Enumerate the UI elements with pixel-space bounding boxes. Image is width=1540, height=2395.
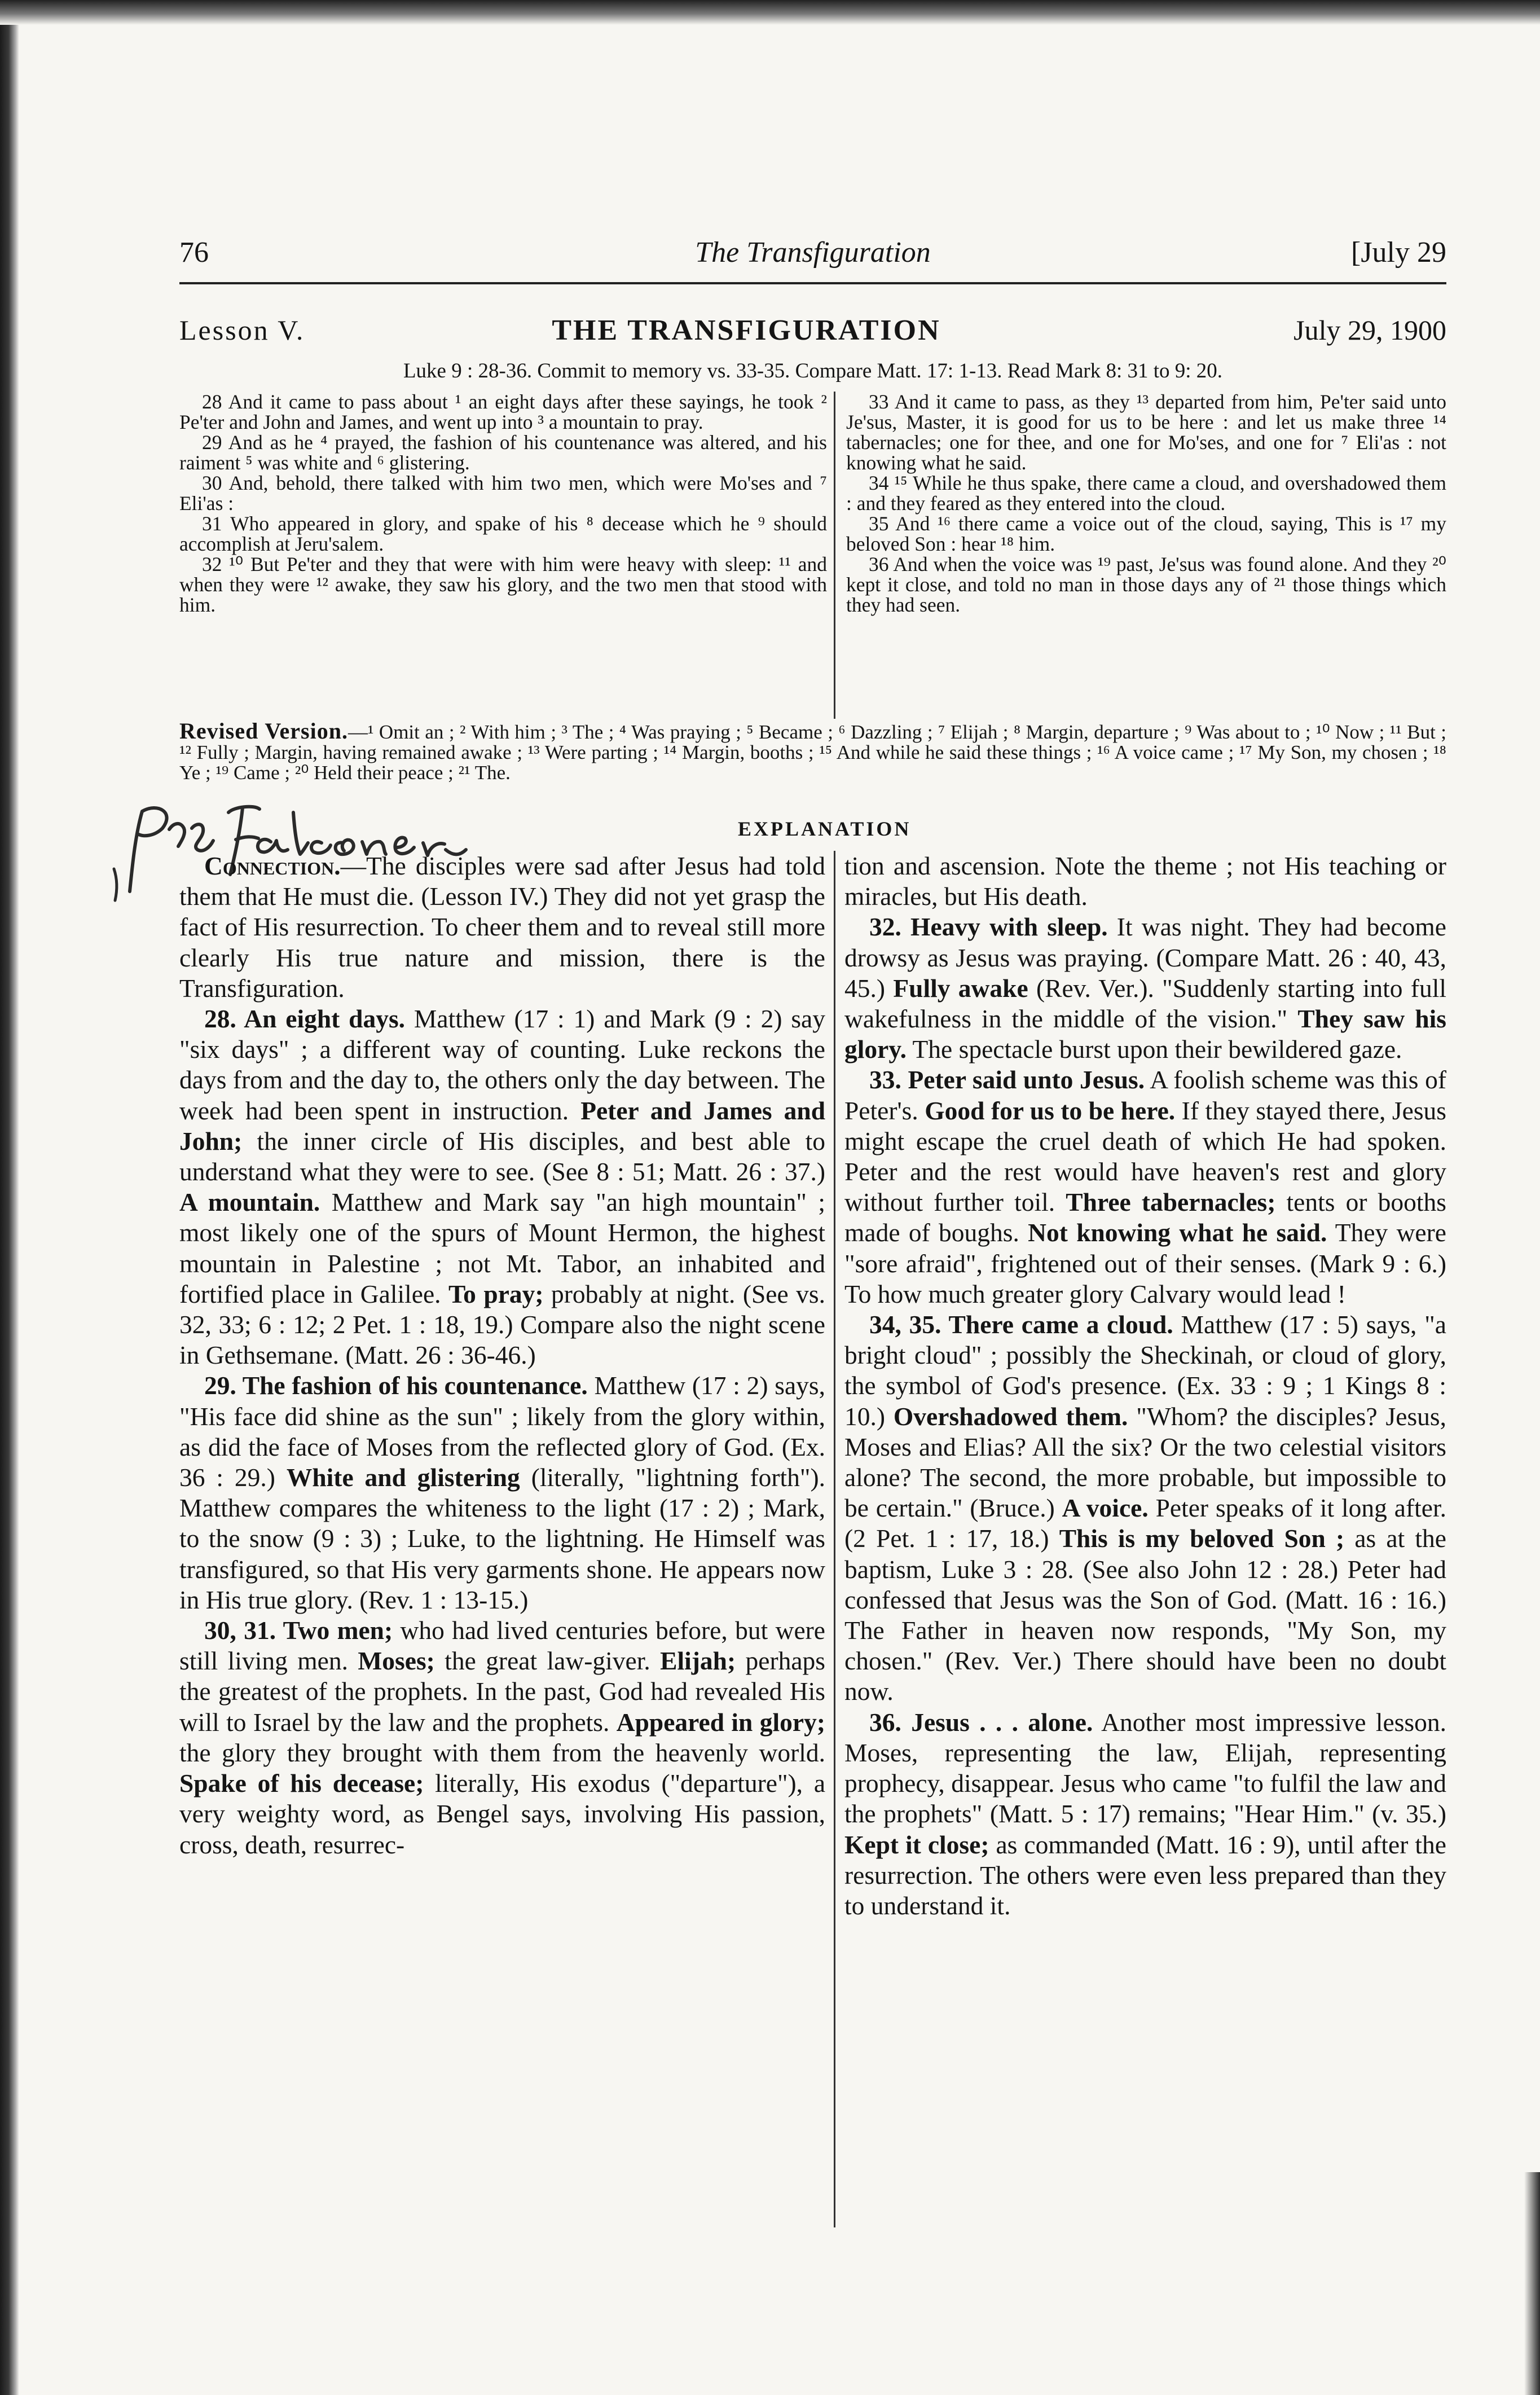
running-date: [July 29: [1351, 236, 1446, 269]
note-verse-29: 29. The fashion of his countenance. Matthew (17 : 2) says, "His face did shine as the sun" ; likely from the glory within, as did the face of Moses from the reflected glory of God. (Ex. 36 : 29.) White and glistering (literally, "lightning forth"). Matthew compares the whiteness to the light (17 : 2) ; Mark, to the snow (9 : 3) ; Luke, to the lightning. He Himself was transfigured, so that His very garments shone. He appears now in His true glory. (Rev. 1 : 13-15.): [179, 1371, 826, 1614]
scan-edge-top: [0, 0, 1540, 25]
explanation-column-divider: [834, 851, 835, 2227]
continued-paragraph: tion and ascension. Note the theme ; not His teaching or miracles, but His death.: [844, 851, 1446, 911]
lesson-title: THE TRANSFIGURATION: [552, 314, 941, 346]
note-verse-33: 33. Peter said unto Jesus. A foolish scheme was this of Peter's. Good for us to be here. If they stayed there, Jesus might escape the cruel death of which He had spoken. Peter and the rest would have heaven's rest and glory without further toil. Three tabernacles; tents or booths made of boughs. Not knowing what he said. They were "sore afraid", frightened out of their senses. (Mark 9 : 6.) To how much greater glory Calvary would lead !: [844, 1065, 1447, 1308]
revised-version-text: —¹ Omit an ; ² With him ; ³ The ; ⁴ Was praying ; ⁵ Became ; ⁶ Dazzling ; ⁷ Elijah ; ⁸ Margin, departure ; ⁹ Was about to ; ¹⁰ Now ; ¹¹ But ; ¹² Fully ; Margin, having remained awake ; ¹³ Were parting ; ¹⁴ Margin, booths ; ¹⁵ And while he said these things ; ¹⁶ A voice came ; ¹⁷ My Son, my chosen ; ¹⁸ Ye ; ¹⁹ Came ; ²⁰ Held their peace ; ²¹ The.: [179, 721, 1446, 784]
scripture-column-divider: [834, 392, 835, 719]
running-header: [179, 236, 1446, 279]
verse-29: 29 And as he ⁴ prayed, the fashion of his countenance was altered, and his raiment ⁵ was white and ⁶ glistering.: [179, 431, 827, 474]
note-verse-28: 28. An eight days. Matthew (17 : 1) and Mark (9 : 2) say "six days" ; a different way of counting. Luke reckons the days from and the day to, the others only the day between. The week had been spent in instruction. Peter and James and John; the inner circle of His disciples, and best able to understand what they were to see. (See 8 : 51; Matt. 26 : 37.) A mountain. Matthew and Mark say "an high mountain" ; most likely one of the spurs of Mount Hermon, the highest mountain in Palestine ; not Mt. Tabor, an inhabited and fortified place in Galilee. To pray; probably at night. (See vs. 32, 33; 6 : 12; 2 Pet. 1 : 18, 19.) Compare also the night scene in Gethsemane. (Matt. 26 : 36-46.): [179, 1004, 826, 1370]
verse-36: 36 And when the voice was ¹⁹ past, Je'sus was found alone. And they ²⁰ kept it close, and told no man in those days any of ²¹ those things which they had seen.: [846, 553, 1446, 616]
scripture-column-right: [846, 392, 1446, 615]
lesson-date: July 29, 1900: [1293, 314, 1446, 346]
header-rule: [179, 282, 1446, 284]
scripture-column-left: [179, 392, 827, 615]
verse-34: 34 ¹⁵ While he thus spake, there came a cloud, and overshadowed them : and they feared as they entered into the cloud.: [846, 472, 1446, 515]
page-number: 76: [179, 236, 209, 269]
scan-edge-right: [1524, 2172, 1540, 2395]
verse-35: 35 And ¹⁶ there came a voice out of the cloud, saying, This is ¹⁷ my beloved Son : hear ¹⁸ him.: [846, 512, 1446, 555]
lesson-heading: [179, 314, 1446, 353]
verse-31: 31 Who appeared in glory, and spake of his ⁸ decease which he ⁹ should accomplish at Jeru'salem.: [179, 512, 827, 555]
note-verses-30-31: 30, 31. Two men; who had lived centuries before, but were still living men. Moses; the great law-giver. Elijah; perhaps the greatest of the prophets. In the past, God had revealed His will to Israel by the law and the prophets. Appeared in glory; the glory they brought with them from the heavenly world. Spake of his decease; literally, His exodus ("departure"), a very weighty word, as Bengel says, involving His passion, cross, death, resurrec-: [179, 1616, 826, 1859]
explanation-column-left: [179, 851, 825, 1860]
note-verse-32: 32. Heavy with sleep. It was night. They had become drowsy as Jesus was praying. (Compare Matt. 26 : 40, 43, 45.) Fully awake (Rev. Ver.). "Suddenly starting into full wakefulness in the middle of the vision." They saw his glory. The spectacle burst upon their bewildered gaze.: [844, 912, 1446, 1064]
scan-edge-left: [0, 0, 19, 2395]
verse-28: 28 And it came to pass about ¹ an eight days after these sayings, he took ² Pe'ter and John and James, and went up into ³ a mountain to pray.: [179, 390, 827, 433]
explanation-column-right: [844, 851, 1446, 1921]
revised-version-heading: Revised Version.: [179, 718, 348, 744]
verse-32: 32 ¹⁰ But Pe'ter and they that were with him were heavy with sleep: ¹¹ and when they were ¹² awake, they saw his glory, and the two men that stood with him.: [179, 553, 827, 616]
revised-version-notes: [179, 718, 1446, 784]
connection-heading: Connection.: [204, 851, 341, 880]
explanation-heading: EXPLANATION: [738, 818, 912, 840]
connection-paragraph: Connection.—The disciples were sad after Jesus had told them that He must die. (Lesson IV.) They did not yet grasp the fact of His resurrection. To cheer them and to reveal still more clearly His true nature and mission, there is the Transfiguration.: [179, 851, 825, 1003]
note-verse-36: 36. Jesus . . . alone. Another most impressive lesson. Moses, representing the law, Elijah, representing prophecy, disappear. Jesus who came "to fulfil the law and the prophets" (Matt. 5 : 17) remains; "Hear Him." (v. 35.) Kept it close; as commanded (Matt. 16 : 9), until after the resurrection. The others were even less prepared than they to understand it.: [844, 1707, 1446, 1920]
lesson-reference: Luke 9 : 28-36. Commit to memory vs. 33-35. Compare Matt. 17: 1-13. Read Mark 8: 31 to 9: 20.: [403, 359, 1223, 383]
running-title: The Transfiguration: [695, 236, 931, 269]
verse-33: 33 And it came to pass, as they ¹³ departed from him, Pe'ter said unto Je'sus, Master, it is good for us to be here : and let us make three ¹⁴ tabernacles; one for thee, and one for Mo'ses, and one for ⁷ Eli'as : not knowing what he said.: [846, 390, 1446, 474]
note-verses-34-35: 34, 35. There came a cloud. Matthew (17 : 5) says, "a bright cloud" ; possibly the Sheckinah, or cloud of glory, the symbol of God's presence. (Ex. 33 : 9 ; 1 Kings 8 : 10.) Overshadowed them. "Whom? the disciples? Jesus, Moses and Elias? All the six? Or the two celestial visitors alone? The second, the more probable, but impossible to be certain." (Bruce.) A voice. Peter speaks of it long after. (2 Pet. 1 : 17, 18.) This is my beloved Son ; as at the baptism, Luke 3 : 28. (See also John 12 : 28.) Peter had confessed that Jesus was the Son of God. (Matt. 16 : 16.) The Father in heaven now responds, "My Son, my chosen." (Rev. Ver.) There should have been no doubt now.: [844, 1310, 1447, 1706]
verse-30: 30 And, behold, there talked with him two men, which were Mo'ses and ⁷ Eli'as :: [179, 472, 827, 515]
lesson-number: Lesson V.: [179, 314, 305, 346]
